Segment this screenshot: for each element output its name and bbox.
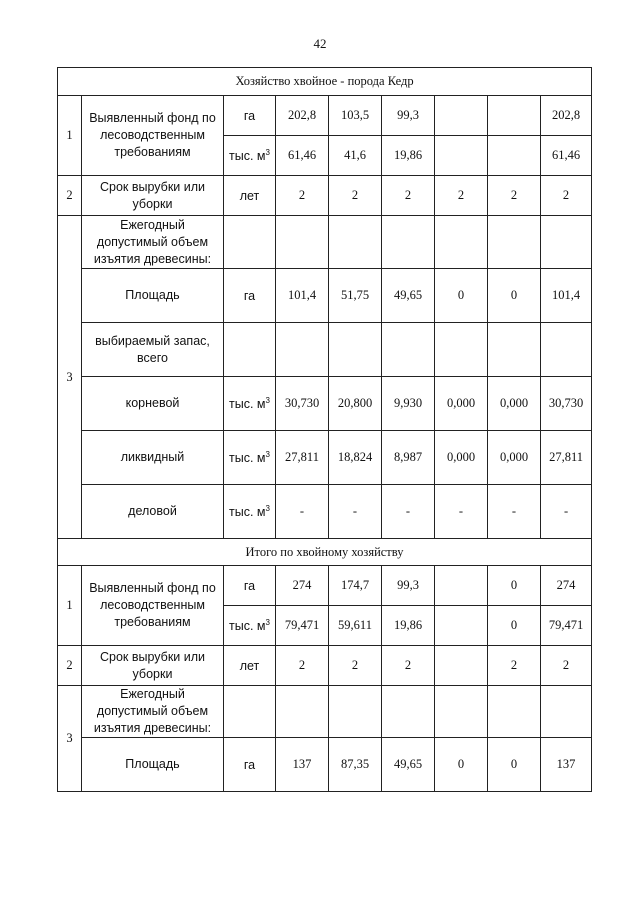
value-cell: - (276, 485, 329, 539)
row-number: 2 (58, 176, 82, 216)
table-row (58, 646, 592, 686)
value-cell: 2 (329, 646, 382, 686)
value-cell (382, 216, 435, 269)
value-cell: - (329, 485, 382, 539)
row-label: выбираемый запас, всего (82, 323, 224, 377)
value-cell: 0,000 (435, 431, 488, 485)
value-cell: 30,730 (276, 377, 329, 431)
value-cell: 2 (541, 176, 592, 216)
value-cell: 27,811 (541, 431, 592, 485)
value-cell: 87,35 (329, 738, 382, 792)
value-cell (435, 136, 488, 176)
row-label: корневой (82, 377, 224, 431)
value-cell: 202,8 (541, 96, 592, 136)
value-cell (382, 686, 435, 738)
page-number: 42 (313, 36, 327, 51)
value-cell (435, 96, 488, 136)
value-cell (329, 323, 382, 377)
value-cell: 49,65 (382, 738, 435, 792)
value-cell (224, 686, 276, 738)
unit-cell (224, 323, 276, 377)
row-label: Срок вырубки или уборки (82, 646, 224, 686)
value-cell: - (435, 485, 488, 539)
value-cell (488, 96, 541, 136)
value-cell (329, 686, 382, 738)
value-cell: - (541, 485, 592, 539)
row-number: 3 (58, 216, 82, 539)
value-cell: 19,86 (382, 606, 435, 646)
row-number: 1 (58, 96, 82, 176)
value-cell (224, 216, 276, 269)
value-cell (435, 216, 488, 269)
value-cell: 19,86 (382, 136, 435, 176)
value-cell: 61,46 (541, 136, 592, 176)
value-cell: 30,730 (541, 377, 592, 431)
value-cell: 51,75 (329, 269, 382, 323)
unit-cell: га (224, 566, 276, 606)
table-row (58, 485, 592, 539)
value-cell (541, 323, 592, 377)
value-cell: 79,471 (276, 606, 329, 646)
value-cell: 41,6 (329, 136, 382, 176)
section-title-row (58, 539, 592, 566)
row-label: Выявленный фонд по лесоводственным требованиям (82, 566, 224, 646)
value-cell: 137 (541, 738, 592, 792)
value-cell: 2 (276, 176, 329, 216)
table-row (58, 377, 592, 431)
row-number: 3 (58, 686, 82, 792)
value-cell: 18,824 (329, 431, 382, 485)
unit-cell: га (224, 738, 276, 792)
value-cell (276, 216, 329, 269)
row-number: 2 (58, 646, 82, 686)
value-cell (276, 323, 329, 377)
unit-cell: га (224, 269, 276, 323)
value-cell: 2 (435, 176, 488, 216)
unit-cell: тыс. $м^3$ (224, 377, 276, 431)
unit-cell: лет (224, 176, 276, 216)
value-cell (488, 216, 541, 269)
value-cell: 2 (382, 176, 435, 216)
unit-cell: тыс. $м^3$ (224, 606, 276, 646)
value-cell (488, 323, 541, 377)
section-title-row (58, 68, 592, 96)
unit-cell: тыс. $м^3$ (224, 431, 276, 485)
section-title: Итого по хвойному хозяйству (58, 539, 592, 566)
value-cell: 101,4 (541, 269, 592, 323)
value-cell (435, 686, 488, 738)
row-number: 1 (58, 566, 82, 646)
row-label: деловой (82, 485, 224, 539)
row-label: Ежегодный допустимый объем изъятия древесины: (82, 686, 224, 738)
value-cell: 2 (329, 176, 382, 216)
value-cell: 0,000 (488, 431, 541, 485)
value-cell (329, 216, 382, 269)
value-cell (435, 566, 488, 606)
value-cell: 2 (541, 646, 592, 686)
value-cell: 0,000 (488, 377, 541, 431)
value-cell (488, 136, 541, 176)
table-row (58, 323, 592, 377)
forest-fund-table (57, 67, 592, 792)
unit-cell: тыс. $м^3$ (224, 485, 276, 539)
table-row (58, 738, 592, 792)
row-label: Площадь (82, 269, 224, 323)
value-cell (541, 216, 592, 269)
value-cell: 103,5 (329, 96, 382, 136)
unit-cell: лет (224, 646, 276, 686)
unit-cell: тыс. $м^3$ (224, 136, 276, 176)
value-cell (435, 323, 488, 377)
table-row (58, 566, 592, 606)
table-row (58, 686, 592, 738)
value-cell: - (488, 485, 541, 539)
value-cell (435, 646, 488, 686)
value-cell: 274 (276, 566, 329, 606)
table-row (58, 96, 592, 136)
value-cell: 0 (488, 738, 541, 792)
row-label: Площадь (82, 738, 224, 792)
value-cell (541, 686, 592, 738)
value-cell: 61,46 (276, 136, 329, 176)
value-cell: 79,471 (541, 606, 592, 646)
table-row (58, 269, 592, 323)
value-cell: 0,000 (435, 377, 488, 431)
value-cell: 0 (488, 606, 541, 646)
row-label: Ежегодный допустимый объем изъятия древесины: (82, 216, 224, 269)
value-cell: 0 (435, 269, 488, 323)
value-cell (435, 606, 488, 646)
value-cell (382, 323, 435, 377)
section-title: Хозяйство хвойное - порода Кедр (58, 68, 592, 96)
value-cell: 59,611 (329, 606, 382, 646)
value-cell: 99,3 (382, 96, 435, 136)
value-cell (488, 686, 541, 738)
value-cell: 174,7 (329, 566, 382, 606)
value-cell: 2 (488, 646, 541, 686)
table-row (58, 176, 592, 216)
row-label: ликвидный (82, 431, 224, 485)
value-cell: 101,4 (276, 269, 329, 323)
value-cell: 99,3 (382, 566, 435, 606)
row-label: Выявленный фонд по лесоводственным требованиям (82, 96, 224, 176)
value-cell: 8,987 (382, 431, 435, 485)
value-cell: 49,65 (382, 269, 435, 323)
value-cell (276, 686, 329, 738)
value-cell: 0 (435, 738, 488, 792)
table-row (58, 431, 592, 485)
value-cell: 9,930 (382, 377, 435, 431)
value-cell: 27,811 (276, 431, 329, 485)
value-cell: 20,800 (329, 377, 382, 431)
row-label: Срок вырубки или уборки (82, 176, 224, 216)
value-cell: 0 (488, 269, 541, 323)
value-cell: 202,8 (276, 96, 329, 136)
value-cell: 137 (276, 738, 329, 792)
unit-cell: га (224, 96, 276, 136)
value-cell: 2 (276, 646, 329, 686)
value-cell: 274 (541, 566, 592, 606)
value-cell: - (382, 485, 435, 539)
value-cell: 0 (488, 566, 541, 606)
value-cell: 2 (488, 176, 541, 216)
value-cell: 2 (382, 646, 435, 686)
table-row (58, 216, 592, 269)
